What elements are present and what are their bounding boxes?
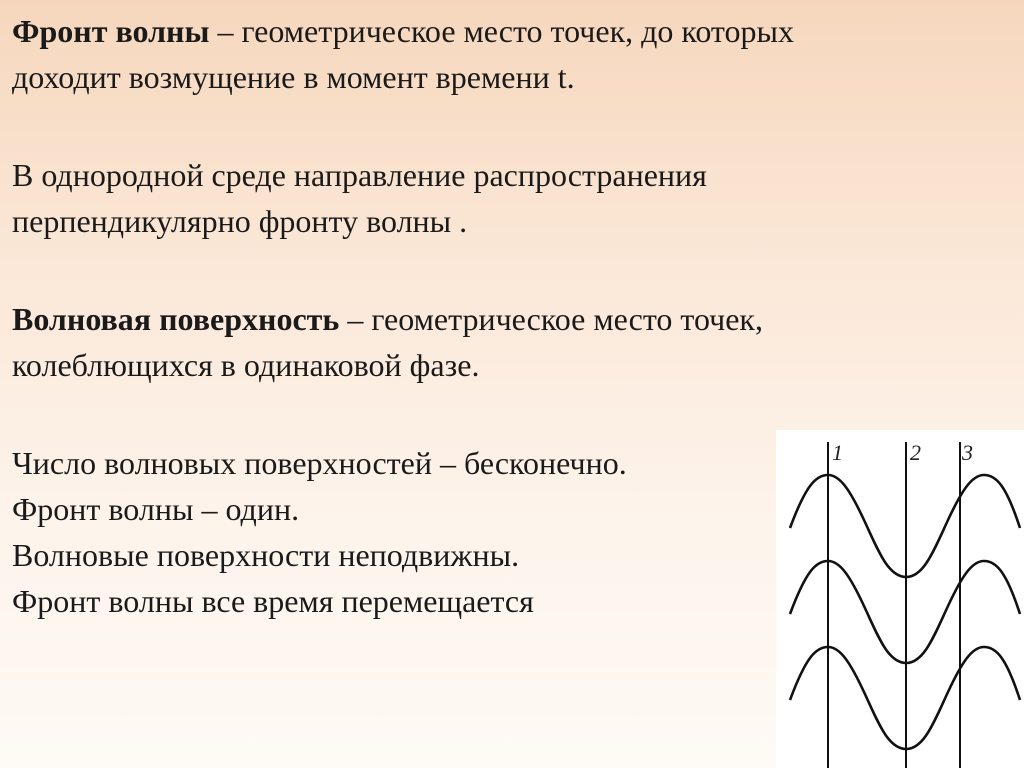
wave-surface-definition: [12, 296, 763, 388]
wave-diagram: [776, 430, 1024, 768]
wave-surface-term: Волновая поверхность: [12, 301, 340, 337]
wave-surface-def-line1: – геометрическое место точек,: [339, 301, 763, 337]
wave-front-def-line1: – геометрическое место точек, до которых: [209, 13, 794, 49]
propagation-line2: перпендикулярно фронту волны .: [12, 203, 468, 239]
wave-surface-def-line2: колеблющихся в одинаковой фазе.: [12, 347, 480, 383]
label-1: 1: [832, 440, 843, 465]
fact-line1: Число волновых поверхностей – бесконечно.: [12, 445, 627, 481]
propagation-direction-paragraph: [12, 152, 707, 244]
wave-front-def-line2: доходит возмущение в момент времени t.: [12, 59, 575, 95]
label-2: 2: [910, 440, 921, 465]
label-3: 3: [962, 440, 973, 465]
propagation-line1: В однородной среде направление распространения: [12, 157, 707, 193]
fact-line4: Фронт волны все время перемещается: [12, 583, 534, 619]
fact-line2: Фронт волны – один.: [12, 491, 300, 527]
wave-front-definition: [12, 8, 794, 100]
fact-line3: Волновые поверхности неподвижны.: [12, 537, 520, 573]
wave-front-term: Фронт волны: [12, 13, 210, 49]
wave-surfaces-figure: [776, 430, 1024, 768]
facts-list: [12, 440, 627, 624]
